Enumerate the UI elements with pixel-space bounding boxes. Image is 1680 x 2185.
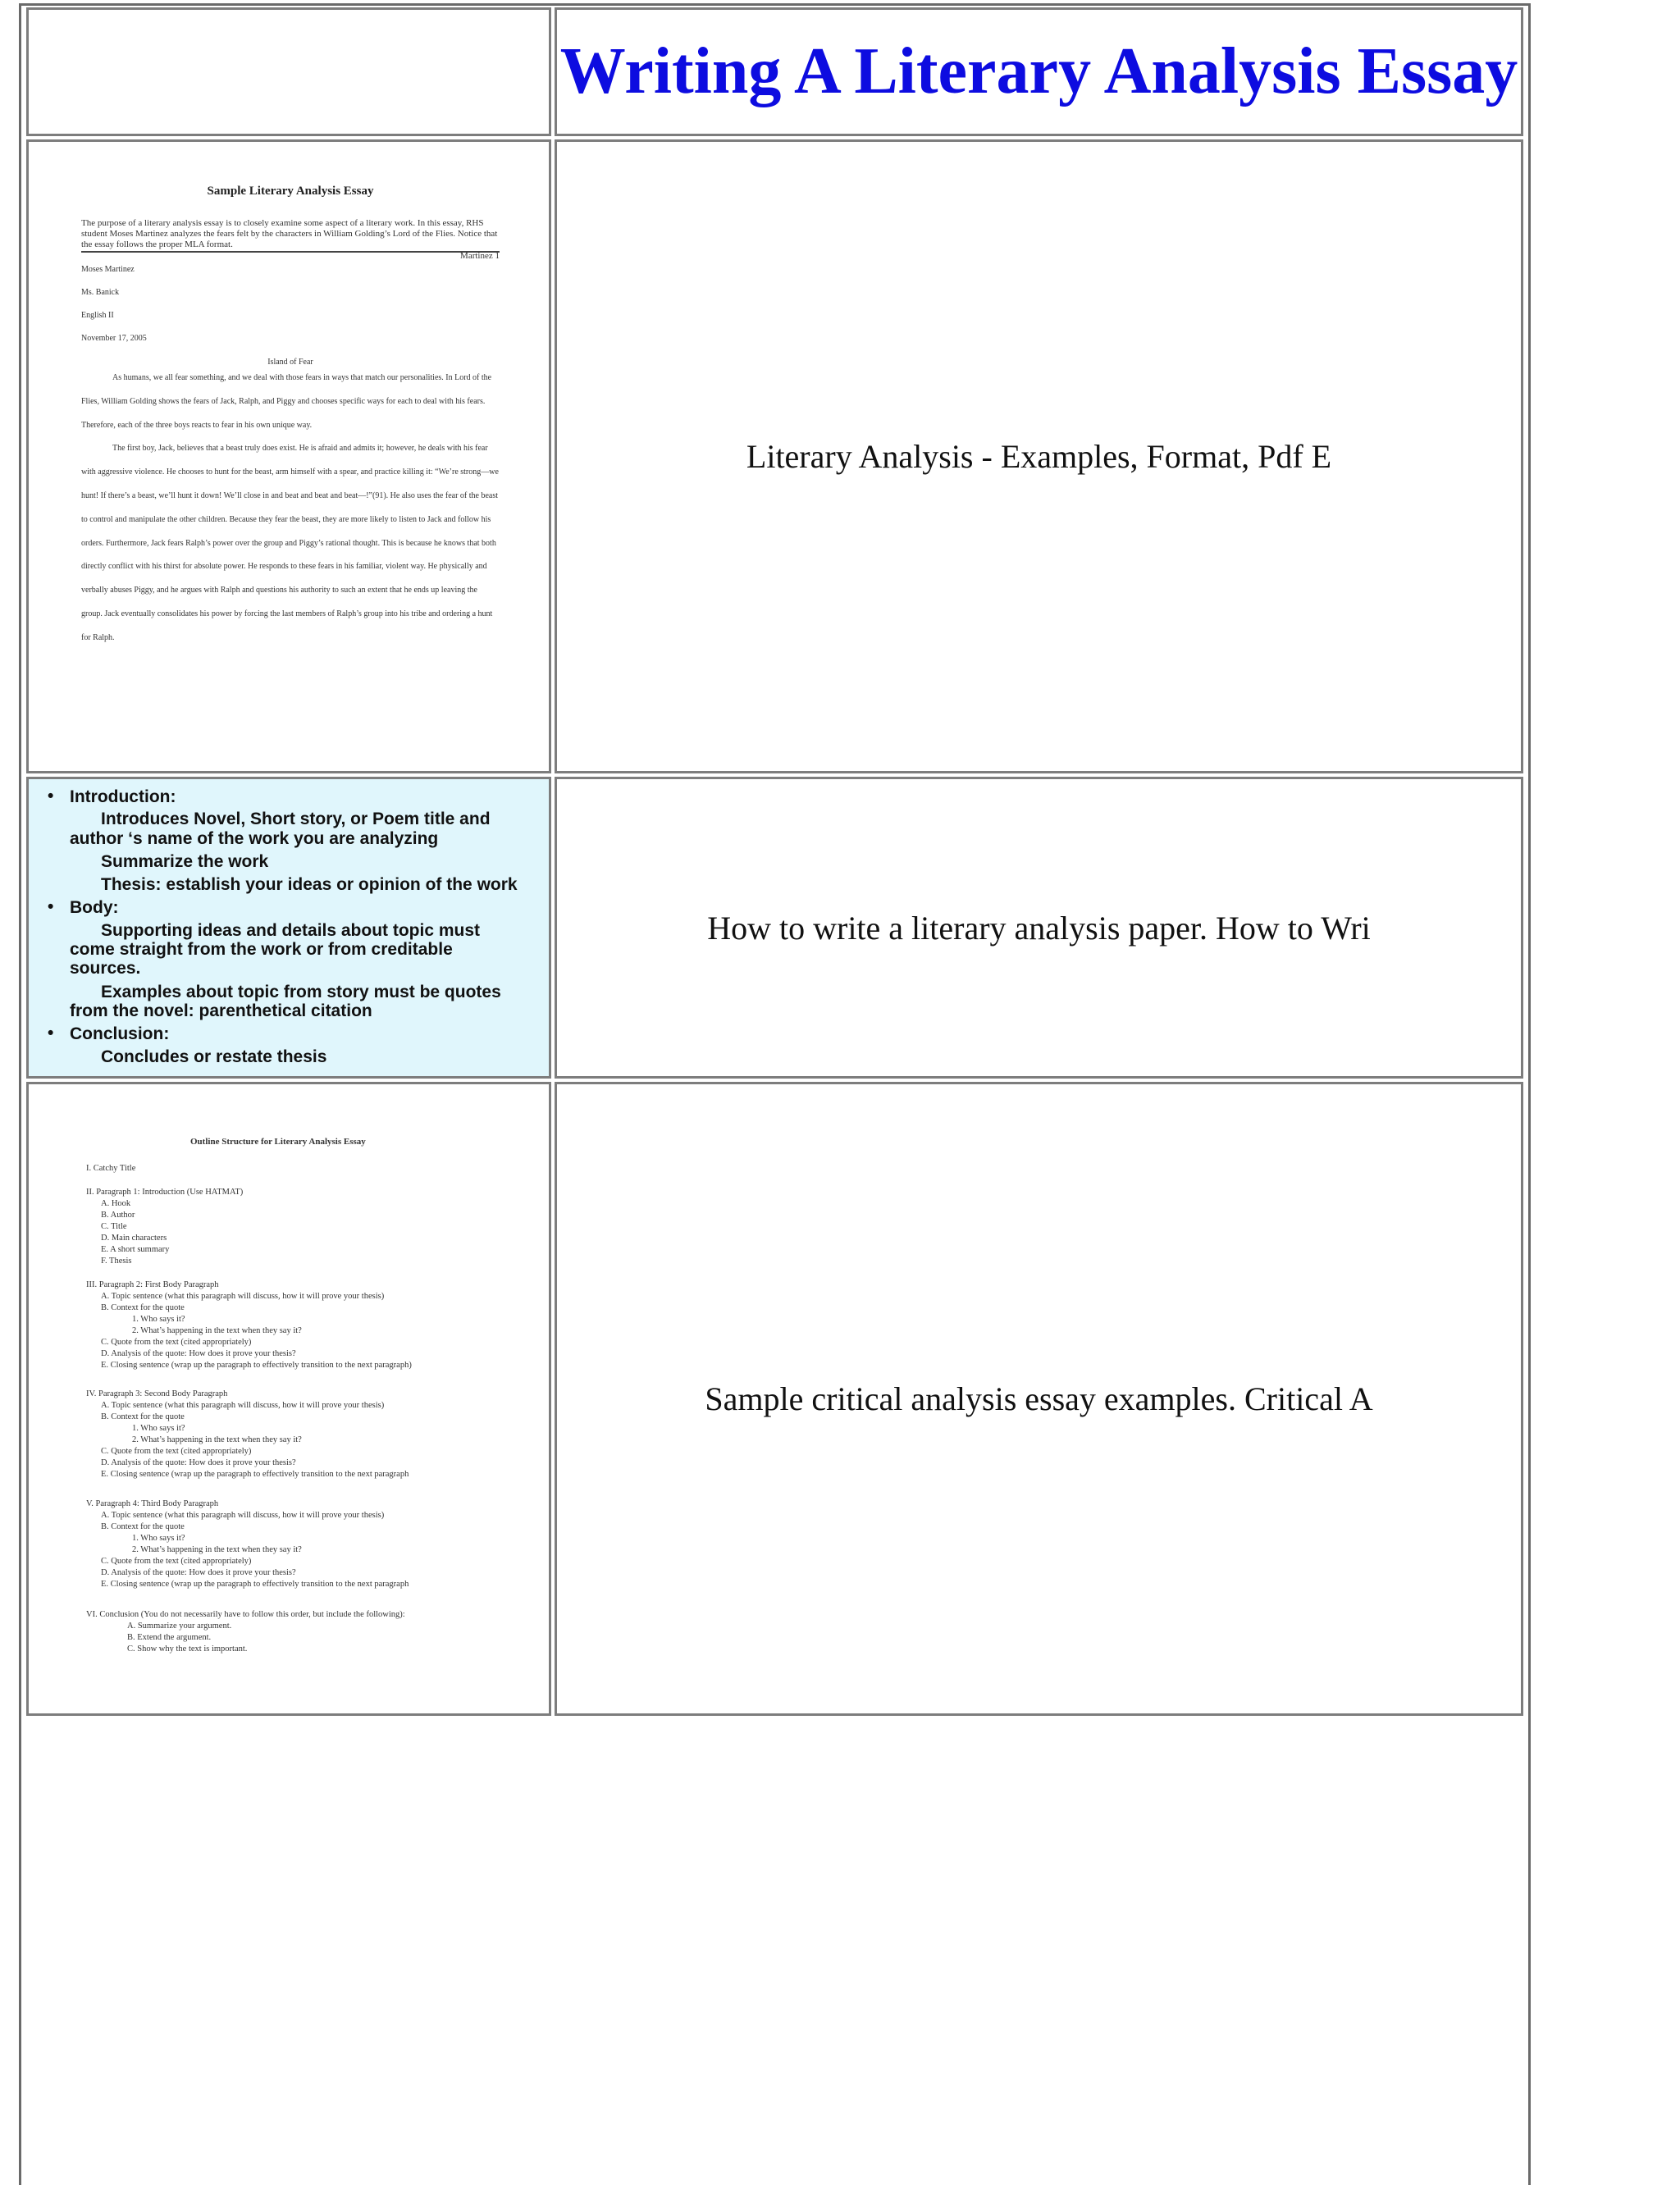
outline-document xyxy=(29,1084,549,1713)
outline-line: V. Paragraph 4: Third Body Paragraph xyxy=(86,1499,219,1508)
outline-line: VI. Conclusion (You do not necessarily have to follow this order, but include the following): xyxy=(86,1610,405,1619)
caption-link-2[interactable]: How to write a literary analysis paper. How to Wri xyxy=(707,909,1371,947)
slide-line: Supporting ideas and details about topic must xyxy=(101,921,481,940)
outline-line: F. Thesis xyxy=(101,1257,132,1266)
bullet-icon: • xyxy=(48,1024,54,1042)
caption-cell-2 xyxy=(555,777,1523,1079)
outline-line: D. Analysis of the quote: How does it prove your thesis? xyxy=(101,1568,296,1577)
slide-line: Body: xyxy=(70,898,119,917)
outline-line: A. Topic sentence (what this paragraph will discuss, how it will prove your thesis) xyxy=(101,1292,385,1301)
outline-line: 1. Who says it? xyxy=(132,1424,185,1433)
outline-line: B. Context for the quote xyxy=(101,1412,185,1421)
header-left-cell xyxy=(26,7,551,136)
slide-line: Summarize the work xyxy=(101,852,269,871)
outline-line: C. Title xyxy=(101,1222,127,1231)
outline-line: B. Author xyxy=(101,1211,135,1220)
essay-header-block xyxy=(81,264,500,356)
outline-structure-image[interactable] xyxy=(26,1082,551,1716)
slide-line: Examples about topic from story must be quotes xyxy=(101,983,501,1001)
slide-line: from the novel: parenthetical citation xyxy=(70,1001,372,1020)
sample-essay-image[interactable] xyxy=(26,139,551,773)
essay-title: Island of Fear xyxy=(267,358,313,367)
outline-line: A. Topic sentence (what this paragraph will discuss, how it will prove your thesis) xyxy=(101,1511,385,1520)
page-title: Writing A Literary Analysis Essay xyxy=(559,35,1518,107)
outline-line: C. Show why the text is important. xyxy=(127,1644,248,1654)
outline-line: III. Paragraph 2: First Body Paragraph xyxy=(86,1280,219,1289)
outline-line: B. Context for the quote xyxy=(101,1303,185,1312)
essay-structure-slide xyxy=(29,779,549,1076)
caption-cell-3 xyxy=(555,1082,1523,1716)
outline-line: 2. What’s happening in the text when they say it? xyxy=(132,1435,302,1444)
slide-line: come straight from the work or from creditable xyxy=(70,940,453,959)
slide-line: author ‘s name of the work you are analyzing xyxy=(70,829,439,848)
outline-line: E. Closing sentence (wrap up the paragraph to effectively transition to the next paragraph xyxy=(101,1470,409,1479)
outline-line: B. Context for the quote xyxy=(101,1522,185,1531)
essay-header-line: Ms. Banick xyxy=(81,288,120,297)
outline-line: 1. Who says it? xyxy=(132,1315,185,1324)
outline-line: 2. What’s happening in the text when they say it? xyxy=(132,1326,302,1335)
caption-link-3[interactable]: Sample critical analysis essay examples. Critical A xyxy=(705,1380,1373,1417)
essay-header-line: November 17, 2005 xyxy=(81,334,147,343)
sample-essay-document xyxy=(81,185,500,650)
outline-line: D. Analysis of the quote: How does it prove your thesis? xyxy=(101,1349,296,1358)
outline-line: D. Main characters xyxy=(101,1234,167,1243)
outline-line: A. Summarize your argument. xyxy=(127,1622,232,1631)
essay-intro: The purpose of a literary analysis essay is to closely examine some aspect of a literary work. In this essay, RHS student Moses Martinez analyzes the fears felt by the characters in William Golding’s Lord of the Flies. Notice that the essay follows the proper MLA format. xyxy=(81,218,498,249)
outline-line: D. Analysis of the quote: How does it prove your thesis? xyxy=(101,1458,296,1467)
outline-line: C. Quote from the text (cited appropriately) xyxy=(101,1557,252,1566)
essay-heading: Sample Literary Analysis Essay xyxy=(207,185,374,198)
outline-line: A. Hook xyxy=(101,1199,131,1208)
caption-link-1[interactable]: Literary Analysis - Examples, Format, Pdf E xyxy=(746,438,1332,475)
essay-header-line: Moses Martinez xyxy=(81,265,135,274)
slide-line: Introduction: xyxy=(70,787,176,806)
essay-rule xyxy=(81,251,500,261)
outline-line: B. Extend the argument. xyxy=(127,1633,212,1642)
outline-line: 1. Who says it? xyxy=(132,1534,185,1543)
slide-line: sources. xyxy=(70,959,141,978)
outline-slide-image[interactable] xyxy=(26,777,551,1079)
essay-header-line: English II xyxy=(81,311,114,320)
essay-running-head: Martinez 1 xyxy=(460,251,500,261)
slide-line: Concludes or restate thesis xyxy=(101,1047,327,1066)
bullet-icon: • xyxy=(48,787,54,805)
slide-line: Conclusion: xyxy=(70,1024,170,1043)
caption-cell-1 xyxy=(555,139,1523,773)
outline-line: C. Quote from the text (cited appropriately) xyxy=(101,1447,252,1456)
outline-line: E. Closing sentence (wrap up the paragraph to effectively transition to the next paragraph xyxy=(101,1580,409,1589)
outline-heading: Outline Structure for Literary Analysis Essay xyxy=(190,1137,366,1147)
outline-line: I. Catchy Title xyxy=(86,1164,136,1173)
essay-paragraph: As humans, we all fear something, and we deal with those fears in ways that match our personalities. In Lord of the Flies, William Golding shows the fears of Jack, Ralph, and Piggy and chooses specific ways for each to deal with his fears. Therefore, each of the three boys reacts to fear in his own unique way. xyxy=(81,373,492,430)
slide-line: Thesis: establish your ideas or opinion of the work xyxy=(101,875,518,894)
outline-line: 2. What’s happening in the text when they say it? xyxy=(132,1545,302,1554)
essay-paragraph: The first boy, Jack, believes that a beast truly does exist. He is afraid and admits it; however, he deals with his fear with aggressive violence. He chooses to hunt for the beast, arm himself with a spear, and practice killing it: “We’re strong—we hunt! If there’s a beast, we’ll hunt it down! We’ll close in and beat and beat and beat—!”(91). He also uses the fear of the beast to control and manipulate the other children. Because they fear the beast, they are more likely to listen to Jack and follow his orders. Furthermore, Jack fears Ralph’s power over the group and Piggy’s rational thought. This is because he knows that both directly conflict with his thirst for absolute power. He responds to these fears in his familiar, violent way. He physically and verbally abuses Piggy, and he argues with Ralph and questions his authority to such an extent that he ends up leaving the group. Jack eventually consolidates his power by forcing the last members of Ralph’s group into his tribe and ordering a hunt for Ralph. xyxy=(81,444,499,642)
outline-line: E. A short summary xyxy=(101,1245,170,1254)
outline-line: C. Quote from the text (cited appropriately) xyxy=(101,1338,252,1347)
bullet-icon: • xyxy=(48,897,54,916)
slide-line: Introduces Novel, Short story, or Poem title and xyxy=(101,810,491,828)
outline-line: IV. Paragraph 3: Second Body Paragraph xyxy=(86,1389,228,1398)
outline-line: A. Topic sentence (what this paragraph will discuss, how it will prove your thesis) xyxy=(101,1401,385,1410)
outline-line: E. Closing sentence (wrap up the paragraph to effectively transition to the next paragraph) xyxy=(101,1361,412,1370)
outline-line: II. Paragraph 1: Introduction (Use HATMAT) xyxy=(86,1188,244,1197)
header-title-cell xyxy=(555,7,1523,136)
